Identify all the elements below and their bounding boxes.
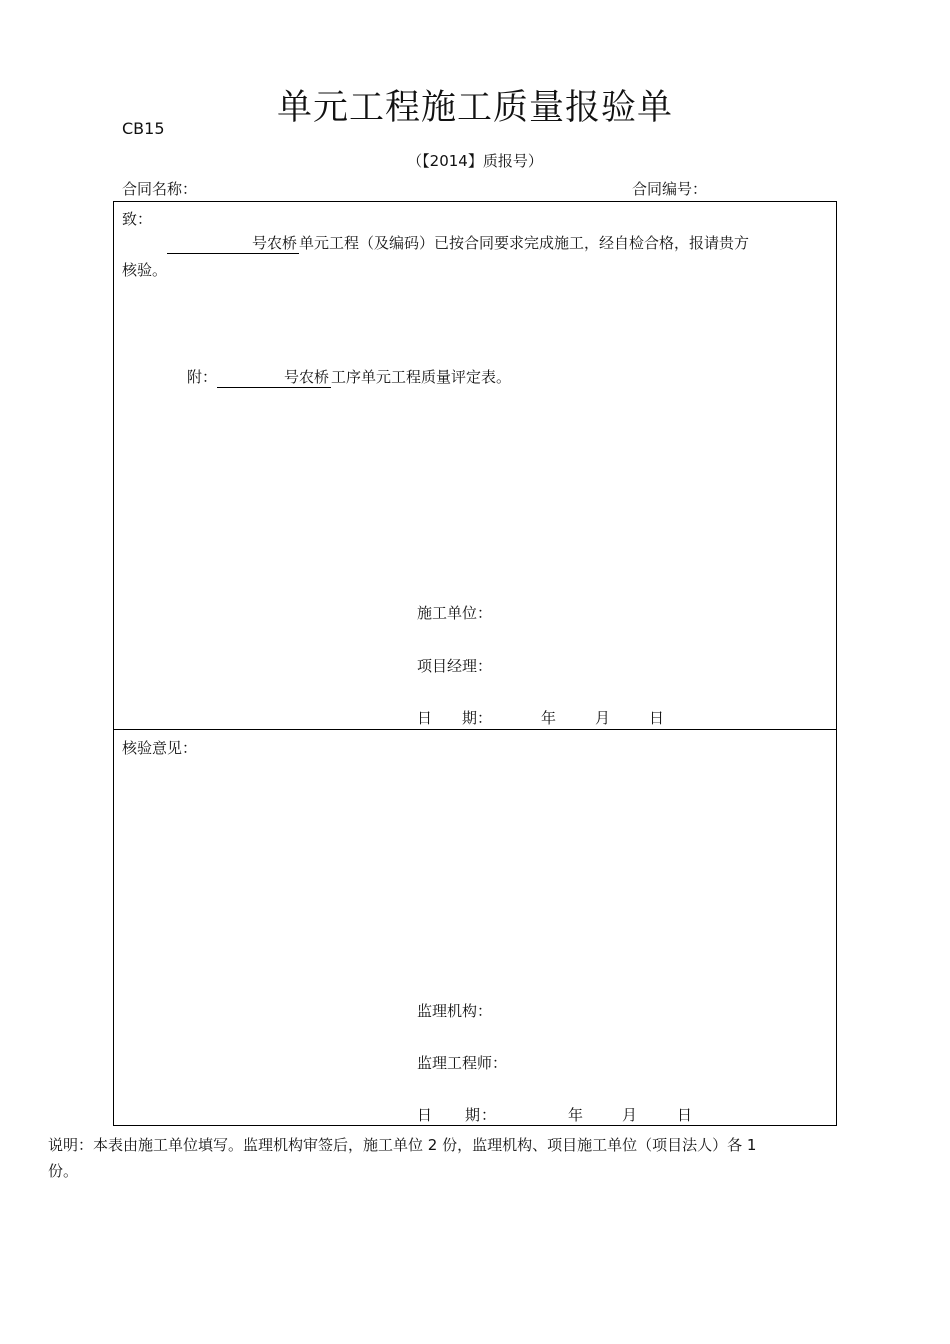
contractor-label: 施工单位：: [417, 604, 493, 622]
attachment-label: 附：: [187, 368, 218, 386]
submission-section: [113, 201, 837, 730]
statement-text: 单元工程（及编码）已按合同要求完成施工，经自检合格，报请贵方: [299, 234, 750, 252]
review-day: 日: [677, 1106, 693, 1124]
supervision-agency-label: 监理机构：: [417, 1002, 493, 1020]
form-title: 单元工程施工质量报验单: [276, 88, 673, 128]
statement-continuation: 核验。: [122, 261, 168, 279]
submission-day: 日: [649, 709, 665, 727]
contract-name-label: 合同名称：: [122, 180, 198, 198]
review-month: 月: [622, 1106, 638, 1124]
report-number: （【2014】质报号）: [407, 152, 543, 170]
submission-date-label: 日 期：: [417, 709, 493, 727]
unit-name-field[interactable]: 号农桥: [167, 232, 299, 254]
review-opinion-label: 核验意见：: [122, 739, 198, 757]
attachment-text: 工序单元工程质量评定表。: [331, 368, 512, 386]
footer-note-continuation: 份。: [48, 1162, 79, 1180]
review-date-label: 日 期：: [417, 1106, 498, 1124]
submission-statement: [167, 232, 749, 254]
to-label: 致：: [122, 210, 153, 228]
submission-year: 年: [541, 709, 557, 727]
review-year: 年: [568, 1106, 584, 1124]
supervision-engineer-label: 监理工程师：: [417, 1054, 508, 1072]
form-code: CB15: [122, 119, 165, 138]
footer-note: 说明：本表由施工单位填写。监理机构审签后，施工单位 2 份，监理机构、项目施工单位（项目法人）各 1: [48, 1136, 757, 1154]
project-manager-label: 项目经理：: [417, 657, 493, 675]
submission-month: 月: [595, 709, 611, 727]
contract-number-label: 合同编号：: [632, 180, 708, 198]
attachment-name-field[interactable]: 号农桥: [217, 366, 331, 388]
attachment-line: [187, 366, 511, 388]
